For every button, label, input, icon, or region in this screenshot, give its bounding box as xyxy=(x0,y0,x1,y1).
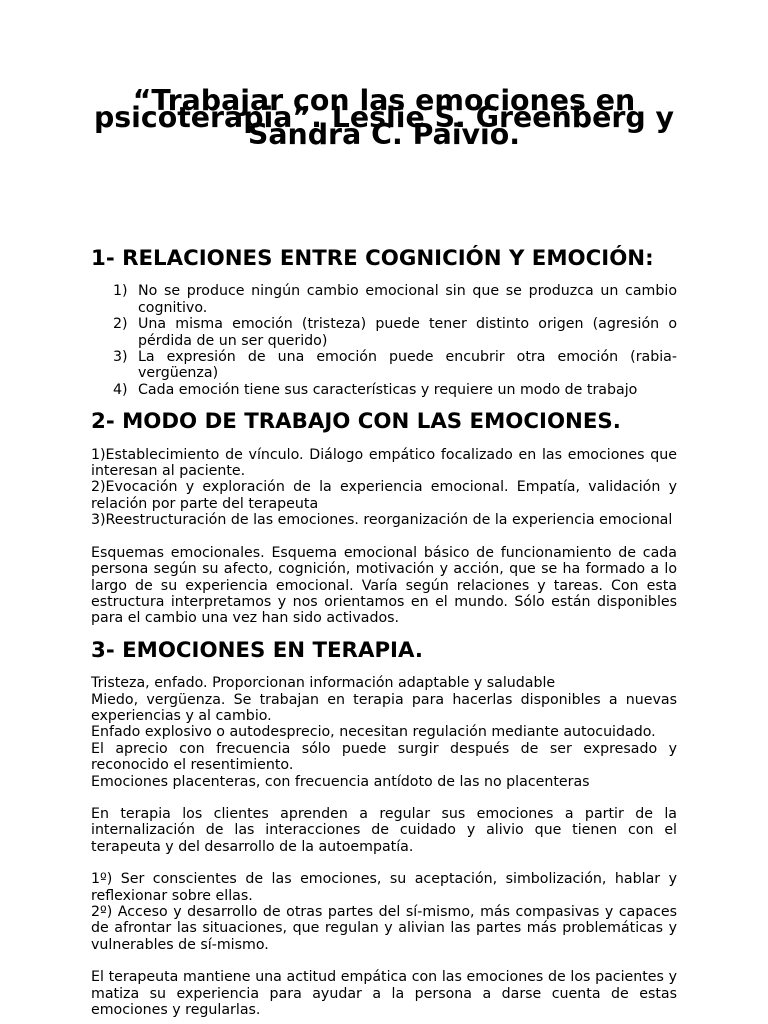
list-item: 4) Cada emoción tiene sus características y requiere un modo de trabajo xyxy=(113,381,638,398)
paragraph: Esquemas emocionales. Esquema emocional básico de funcionamiento de cada persona según su afecto, cognición, motivación y acción, que se ha formado a lo largo de su experiencia emocional. Varía según relaciones y tareas. Con esta estructura interpretamos y nos orientamos en el mundo. Sólo están disponibles para el cambio una vez han sido activados. xyxy=(91,544,677,627)
step-line: 1)Establecimiento de vínculo. Diálogo empático focalizado en las emociones que interesan al paciente. xyxy=(91,446,677,480)
step-line: 3)Reestructuración de las emociones. reorganización de la experiencia emocional xyxy=(91,512,673,529)
list-item: 2) Una misma emoción (tristeza) puede tener distinto origen (agresión o pérdida de un ser querido) xyxy=(113,316,677,349)
text-line: Emociones placenteras, con frecuencia antídoto de las no placenteras xyxy=(91,773,590,790)
list-item: 1) No se produce ningún cambio emocional sin que se produzca un cambio cognitivo. xyxy=(113,283,677,316)
numbered-list xyxy=(91,283,677,398)
section-heading-1: 1- RELACIONES ENTRE COGNICIÓN Y EMOCIÓN: xyxy=(91,246,654,271)
paragraph: El terapeuta mantiene una actitud empática con las emociones de los pacientes y matiza su experiencia para ayudar a la persona a darse cuenta de estas emociones y regularlas. xyxy=(91,969,677,1019)
text-line: 1º) Ser conscientes de las emociones, su aceptación, simbolización, hablar y reflexionar sobre ellas. xyxy=(91,871,677,904)
text-line: Enfado explosivo o autodesprecio, necesitan regulación mediante autocuidado. xyxy=(91,724,656,741)
ordinal-lines xyxy=(91,871,677,953)
text-line: Tristeza, enfado. Proporcionan información adaptable y saludable xyxy=(91,675,556,692)
text-line: El aprecio con frecuencia sólo puede surgir después de ser expresado y reconocido el resentimiento. xyxy=(91,740,677,774)
step-line: 2)Evocación y exploración de la experiencia emocional. Empatía, validación y relación por parte del terapeuta xyxy=(91,479,677,512)
steps-block xyxy=(91,447,677,529)
document-page xyxy=(91,84,677,1019)
section-heading-3: 3- EMOCIONES EN TERAPIA. xyxy=(91,637,423,663)
paragraph: En terapia los clientes aprenden a regular sus emociones a partir de la internalización de las interacciones de cuidado y alivio que tienen con el terapeuta y del desarrollo de la autoempatía. xyxy=(91,805,677,855)
text-line: 2º) Acceso y desarrollo de otras partes del sí-mismo, más compasivas y capaces de afrontar las situaciones, que regulan y alivian las partes más problemáticas y vulnerables de sí-mismo. xyxy=(91,904,677,953)
section-heading-2: 2- MODO DE TRABAJO CON LAS EMOCIONES. xyxy=(91,409,621,435)
emotions-lines xyxy=(91,675,677,790)
document-title: “Trabajar con las emociones en psicoterapia”. Leslie S. Greenberg y Sandra C. Paivio. xyxy=(93,84,675,151)
list-item: 3) La expresión de una emoción puede encubrir otra emoción (rabia-vergüenza) xyxy=(113,349,677,382)
text-line: Miedo, vergüenza. Se trabajan en terapia para hacerlas disponibles a nuevas experiencias y al cambio. xyxy=(91,691,677,724)
